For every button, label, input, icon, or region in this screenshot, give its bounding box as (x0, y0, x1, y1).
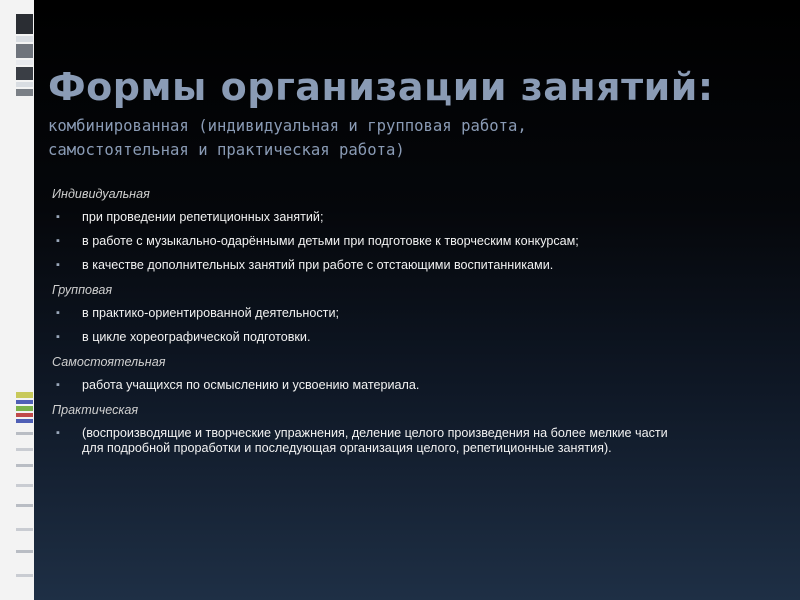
list-item (52, 426, 692, 456)
bullet-icon: ▪ (56, 259, 60, 271)
list-item (52, 258, 692, 273)
bullet-icon: ▪ (56, 307, 60, 319)
slide-title: Формы организации занятий: (48, 65, 714, 109)
list-item (52, 234, 692, 249)
subtitle-line-2: самостоятельная и практическая работа) (48, 141, 405, 159)
list-item (52, 210, 692, 225)
list-item-text: при проведении репетиционных занятий; (82, 210, 324, 224)
list-item-text: в работе с музыкально-одарёнными детьми при подготовке к творческим конкурсам; (82, 234, 579, 248)
list-item-text: в цикле хореографической подготовки. (82, 330, 311, 344)
bullet-icon: ▪ (56, 211, 60, 223)
group-heading: Практическая (52, 403, 139, 417)
list-item-text: работа учащихся по осмыслению и усвоению материала. (82, 378, 420, 392)
list-item-text: в качестве дополнительных занятий при работе с отстающими воспитанниками. (82, 258, 554, 272)
group-individual (52, 186, 692, 273)
list-item-text: (воспроизводящие и творческие упражнения, деление целого произведения на более мелкие части для подробной проработки и последующая организация целого, репетиционные занятия). (82, 426, 668, 455)
group-heading: Индивидуальная (52, 187, 150, 201)
list-item-text: в практико-ориентированной деятельности; (82, 306, 339, 320)
slide-subtitle (48, 114, 788, 162)
list-item (52, 378, 692, 393)
decorative-stripes-bottom (16, 392, 33, 592)
group-group-work (52, 282, 692, 345)
bullet-icon: ▪ (56, 235, 60, 247)
list-item (52, 306, 692, 321)
bullet-icon: ▪ (56, 379, 60, 391)
bullet-icon: ▪ (56, 331, 60, 343)
group-independent (52, 354, 692, 393)
group-heading: Самостоятельная (52, 355, 166, 369)
group-practical (52, 402, 692, 456)
content-list (52, 186, 692, 465)
bullet-icon: ▪ (56, 427, 60, 439)
decorative-stripes-top (16, 14, 33, 96)
group-heading: Групповая (52, 283, 113, 297)
list-item (52, 330, 692, 345)
title-block (48, 64, 788, 162)
subtitle-line-1: комбинированная (индивидуальная и групповая работа, (48, 117, 527, 135)
